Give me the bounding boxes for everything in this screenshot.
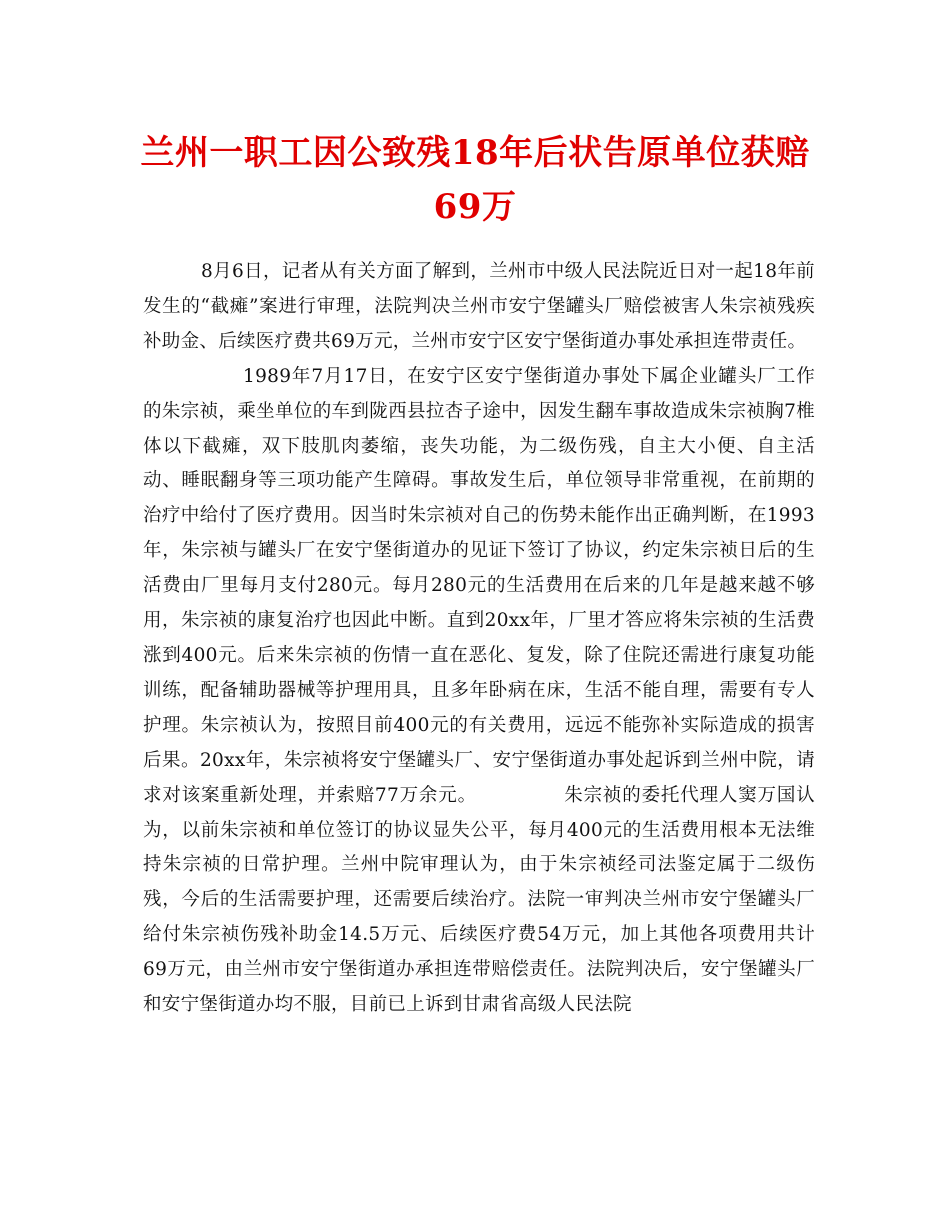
paragraph-2: 1989年7月17日，在安宁区安宁堡街道办事处下属企业罐头厂工作的朱宗祯，乘坐单位的车到陇西县拉杏子途中，因发生翻车事故造成朱宗祯胸7椎体以下截瘫，双下肢肌肉萎缩，丧失功能，为二级伤残，自主大小便、自主活动、睡眠翻身等三项功能产生障碍。事故发生后，单位领导非常重视，在前期的治疗中给付了医疗费用。因当时朱宗祯对自己的伤势未能作出正确判断，在1993年，朱宗祯与罐头厂在安宁堡街道办的见证下签订了协议，约定朱宗祯日后的生活费由厂里每月支付280元。每月280元的生活费用在后来的几年是越来越不够用，朱宗祯的康复治疗也因此中断。直到20xx年，厂里才答应将朱宗祯的生活费涨到400元。后来朱宗祯的伤情一直在恶化、复发，除了住院还需进行康复功能训练，配备辅助器械等护理用具，且多年卧病在床，生活不能自理，需要有专人护理。朱宗祯认为，按照目前400元的有关费用，远远不能弥补实际造成的损害后果。20xx年，朱宗祯将安宁堡罐头厂、安宁堡街道办事处起诉到兰州中院，请求对该案重新处理，并索赔77万余元。 朱宗祯的委托代理人窦万国认为，以前朱宗祯和单位签订的协议显失公平，每月400元的生活费用根本无法维持朱宗祯的日常护理。兰州中院审理认为，由于朱宗祯经司法鉴定属于二级伤残，今后的生活需要护理，还需要后续治疗。法院一审判决兰州市安宁堡罐头厂给付朱宗祯伤残补助金14.5万元、后续医疗费54万元，加上其他各项费用共计69万元，由兰州市安宁堡街道办承担连带赔偿责任。法院判决后，安宁堡罐头厂和安宁堡街道办均不服，目前已上诉到甘肃省高级人民法院 [143,365,815,1016]
title-line-2: 69万 [433,187,517,227]
paragraph-1: 8月6日，记者从有关方面了解到，兰州市中级人民法院近日对一起18年前发生的“截瘫”案进行审理，法院判决兰州市安宁堡罐头厂赔偿被害人朱宗祯残疾补助金、后续医疗费共69万元，兰州市安宁区安宁堡街道办事处承担连带责任。 [143,261,815,352]
article-body [143,255,815,1023]
title-line-1: 兰州一职工因公致残18年后状告原单位获赔 [140,133,810,173]
document-title [100,126,850,234]
